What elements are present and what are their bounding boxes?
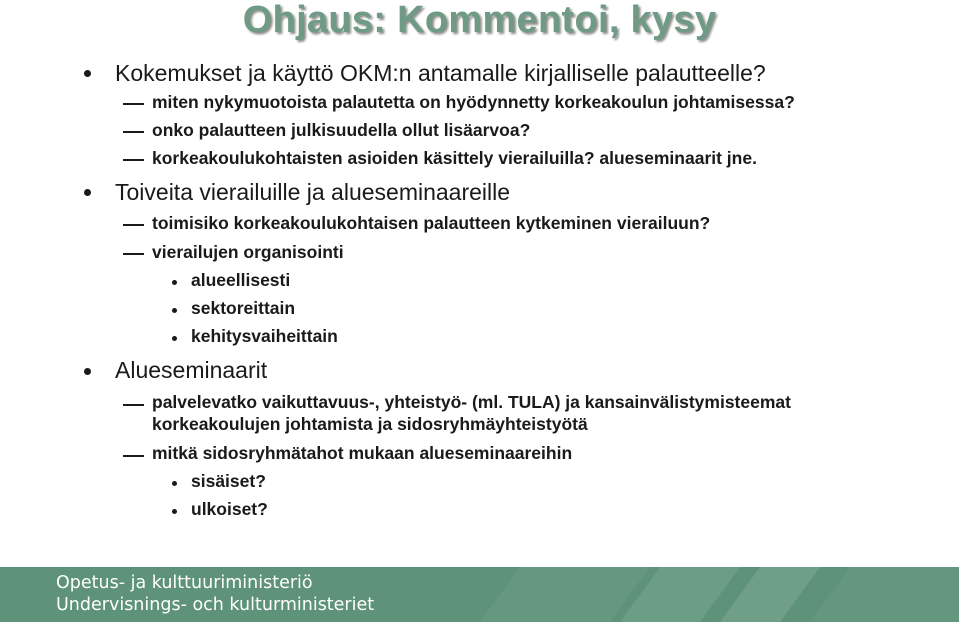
small-bullet-dot	[172, 280, 177, 285]
small-bullet-dot	[172, 308, 177, 313]
dash-marker	[123, 253, 144, 255]
dash-marker	[123, 131, 144, 133]
slide-title: Ohjaus: Kommentoi, kysy	[242, 0, 717, 41]
bullet-item-1: Kokemukset ja käyttö OKM:n antamalle kirjalliselle palautteelle?	[115, 60, 766, 86]
sub-sub-item-2-2-3: kehitysvaiheittain	[191, 326, 338, 346]
sub-sub-item-3-2-2: ulkoiset?	[191, 499, 268, 519]
sub-item-1-3: korkeakoulukohtaisten asioiden käsittely vierailuilla? alueseminaarit jne.	[152, 148, 757, 168]
dash-marker	[123, 103, 144, 105]
footer-band	[0, 567, 959, 622]
small-bullet-dot	[172, 336, 177, 341]
sub-item-1-2: onko palautteen julkisuudella ollut lisäarvoa?	[152, 120, 531, 140]
sub-sub-item-3-2-1: sisäiset?	[191, 471, 266, 491]
dash-marker	[123, 404, 144, 406]
small-bullet-dot	[172, 509, 177, 514]
dash-marker	[123, 455, 144, 457]
sub-item-3-1-line-b: korkeakoulujen johtamista ja sidosryhmäyhteistyötä	[152, 414, 588, 434]
bullet-dot	[84, 70, 91, 77]
ministry-name-swedish: Undervisnings- och kulturministeriet	[56, 595, 375, 615]
sub-item-2-1: toimisiko korkeakoulukohtaisen palautteen kytkeminen vierailuun?	[152, 213, 711, 233]
bullet-item-3: Alueseminaarit	[115, 357, 268, 383]
bullet-dot	[84, 368, 91, 375]
sub-item-1-1: miten nykymuotoista palautetta on hyödynnetty korkeakoulun johtamisessa?	[152, 92, 795, 112]
small-bullet-dot	[172, 481, 177, 486]
ministry-name-finnish: Opetus- ja kulttuuriministeriö	[56, 573, 313, 593]
dash-marker	[123, 224, 144, 226]
sub-item-3-2: mitkä sidosryhmätahot mukaan alueseminaareihin	[152, 443, 573, 463]
sub-item-2-2: vierailujen organisointi	[152, 242, 344, 262]
bullet-item-2: Toiveita vierailuille ja alueseminaareille	[115, 179, 511, 205]
sub-item-3-1-line-a: palvelevatko vaikuttavuus-, yhteistyö- (ml. TULA) ja kansainvälistymisteemat	[152, 392, 791, 412]
sub-sub-item-2-2-2: sektoreittain	[191, 298, 296, 318]
sub-sub-item-2-2-1: alueellisesti	[191, 270, 291, 290]
dash-marker	[123, 159, 144, 161]
bullet-dot	[84, 189, 91, 196]
